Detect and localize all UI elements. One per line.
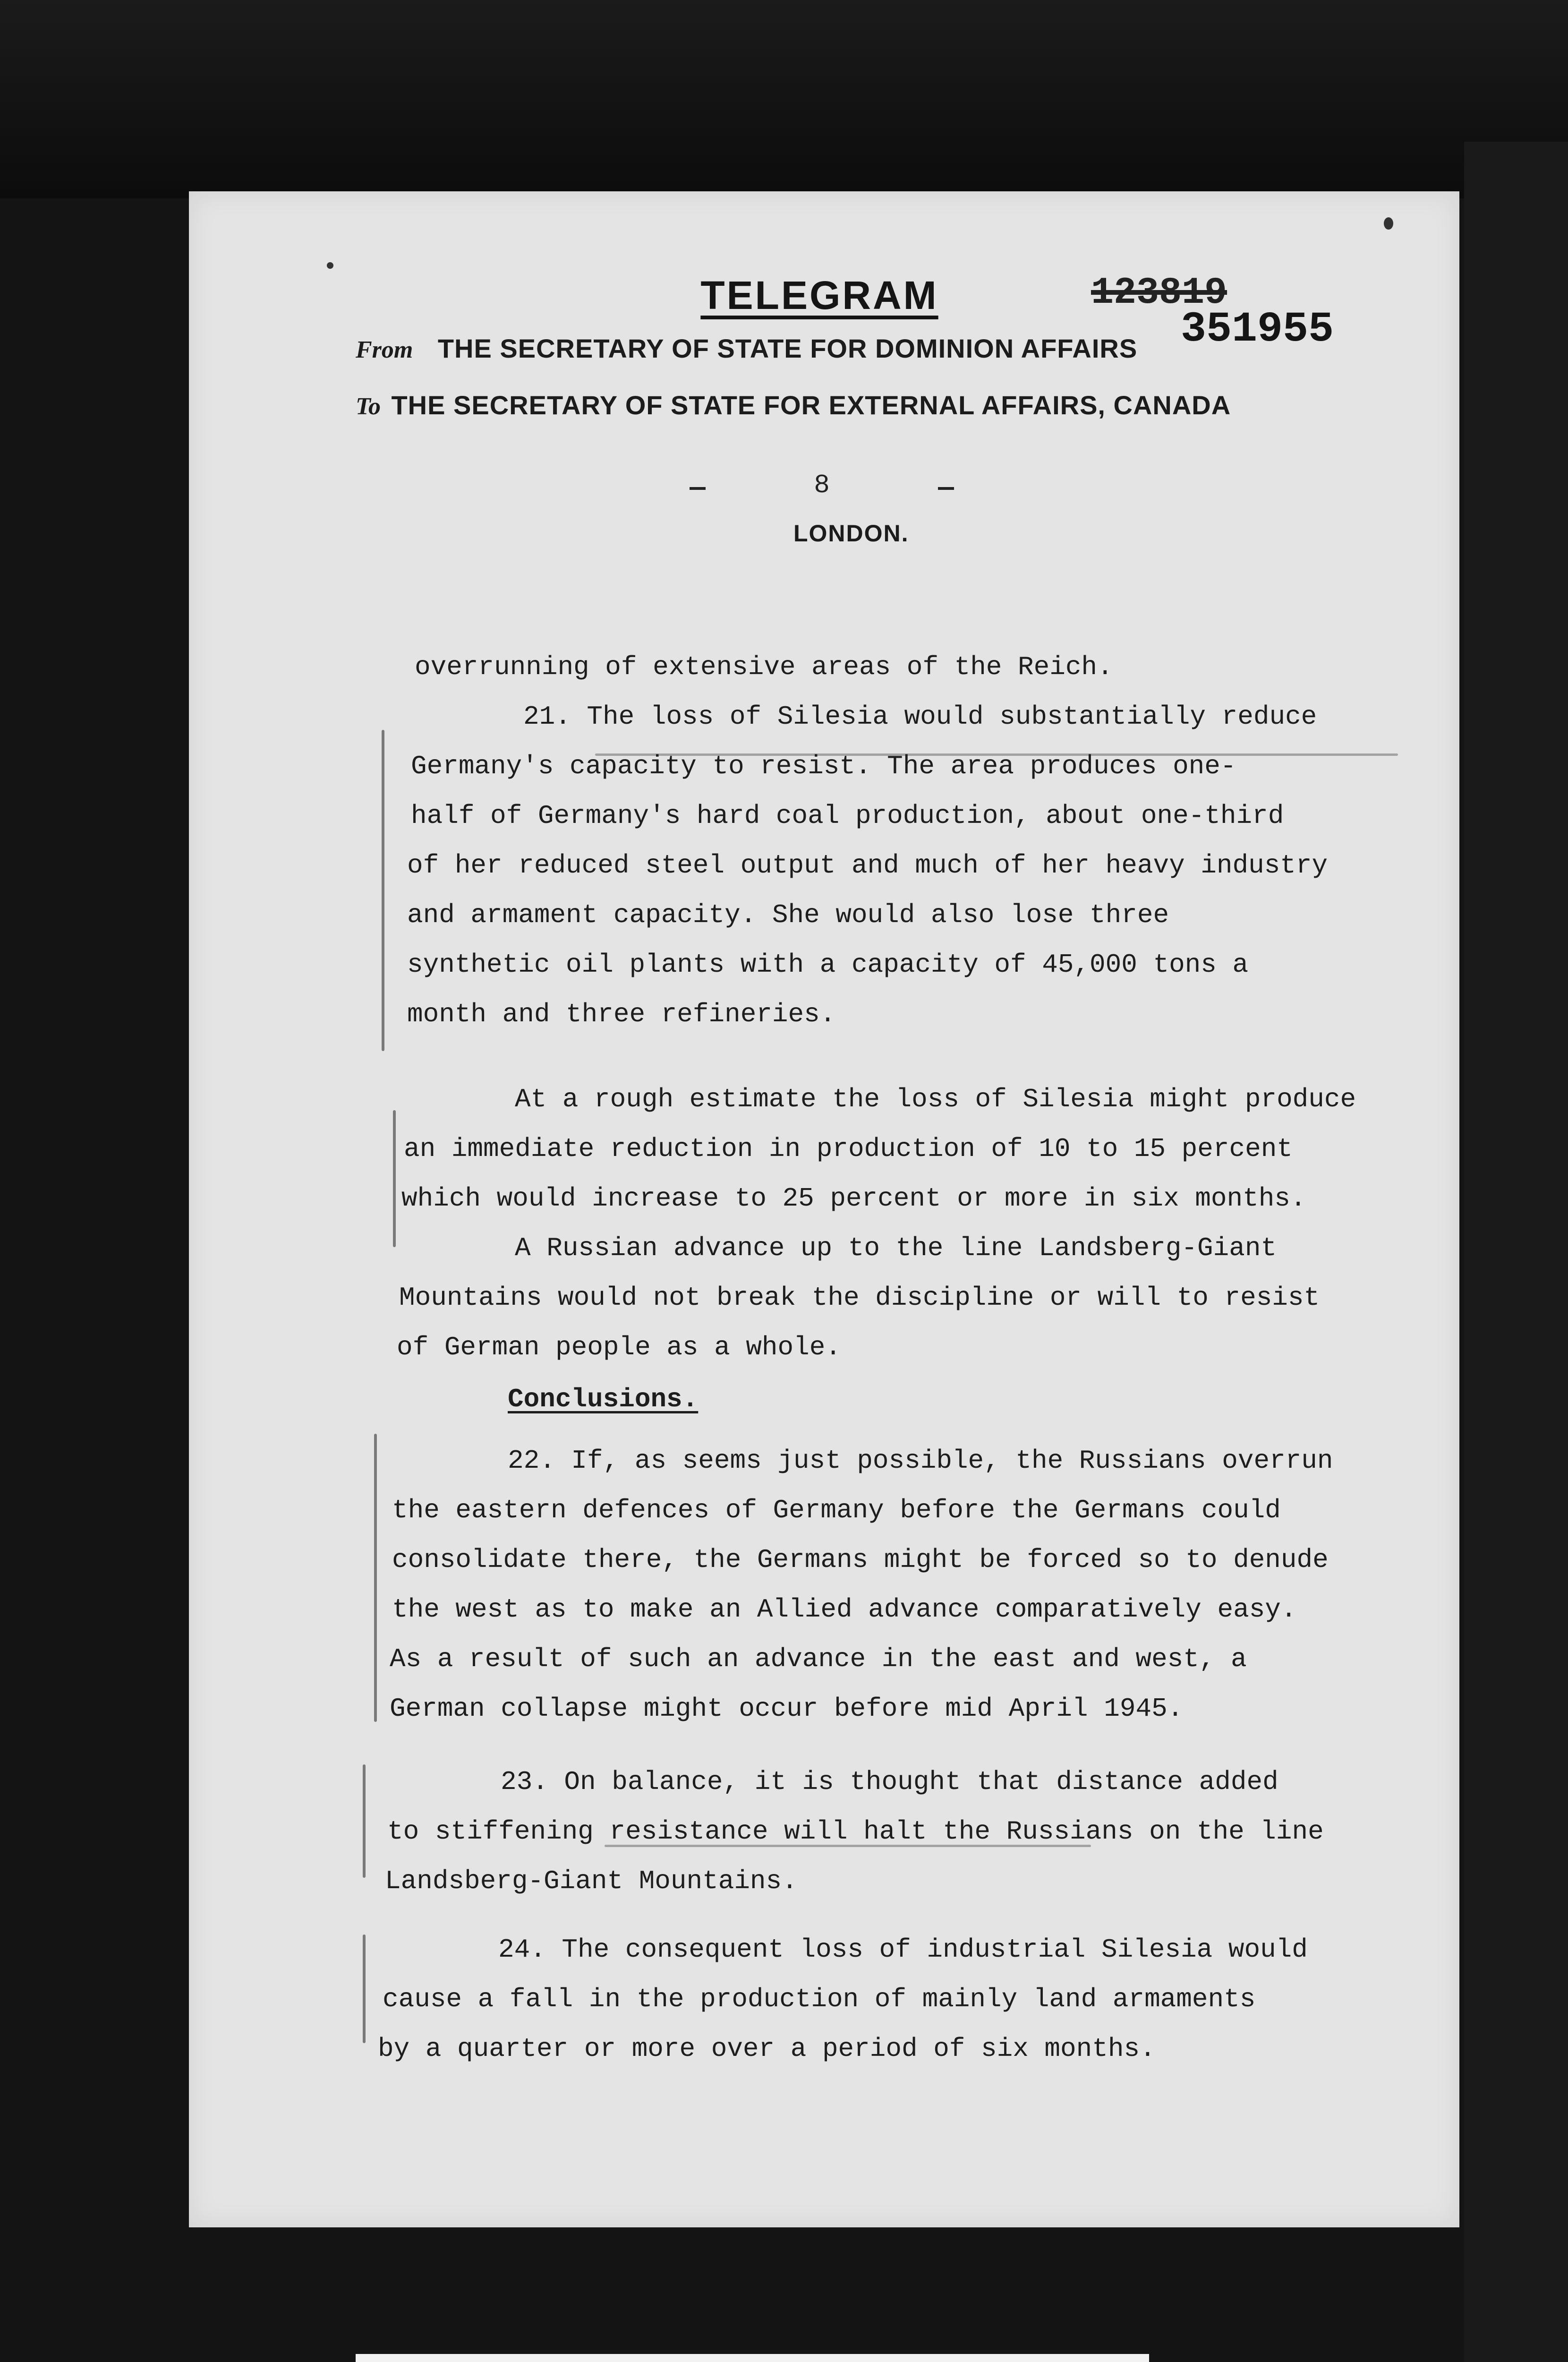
body-line: A Russian advance up to the line Landsberg-Giant [515, 1233, 1277, 1263]
body-line: At a rough estimate the loss of Silesia might produce [515, 1084, 1356, 1114]
margin-mark [382, 730, 384, 1051]
body-line: 22. If, as seems just possible, the Russians overrun [508, 1446, 1333, 1476]
to-value: THE SECRETARY OF STATE FOR EXTERNAL AFFAIRS, CANADA [391, 390, 1231, 420]
body-line: the eastern defences of Germany before the Germans could [392, 1495, 1281, 1525]
citation-slip [356, 2354, 1149, 2362]
from-label: From [356, 336, 413, 363]
body-line: German collapse might occur before mid April 1945. [390, 1694, 1184, 1724]
page-dash-right [938, 487, 954, 490]
body-line: Germany's capacity to resist. The area produces one- [411, 751, 1236, 781]
body-line: consolidate there, the Germans might be forced so to denude [392, 1545, 1329, 1575]
body-line: cause a fall in the production of mainly land armaments [383, 1984, 1256, 2014]
margin-mark [374, 1434, 377, 1722]
body-line: 23. On balance, it is thought that distance added [501, 1767, 1278, 1797]
margin-mark [363, 1934, 366, 2043]
film-border-top [0, 0, 1568, 198]
page-number: 8 [814, 470, 830, 500]
body-line: of her reduced steel output and much of her heavy industry [407, 850, 1328, 881]
page-dash-left [690, 487, 706, 490]
margin-mark [363, 1764, 366, 1878]
body-line: As a result of such an advance in the east and west, a [390, 1644, 1247, 1674]
body-line: Landsberg-Giant Mountains. [385, 1866, 798, 1896]
to-line [356, 390, 1231, 420]
file-number-stamp [1091, 272, 1417, 366]
telegram-sheet [189, 191, 1459, 2227]
body-line: month and three refineries. [407, 999, 836, 1029]
page-indicator [690, 470, 954, 500]
from-line [356, 333, 1137, 364]
body-line: to stiffening resistance will halt the Russians on the line [387, 1816, 1324, 1847]
from-value: THE SECRETARY OF STATE FOR DOMINION AFFAIRS [437, 334, 1138, 363]
body-line: synthetic oil plants with a capacity of 45,000 tons a [407, 950, 1249, 980]
body-line: 21. The loss of Silesia would substantially reduce [523, 702, 1317, 732]
body-line: Mountains would not break the discipline or will to resist [399, 1283, 1320, 1313]
body-line: 24. The consequent loss of industrial Silesia would [498, 1934, 1308, 1965]
film-border-right [1464, 142, 1568, 2362]
body-line: an immediate reduction in production of 10 to 15 percent [404, 1134, 1293, 1164]
file-number: 351955 [1181, 306, 1334, 354]
body-line: and armament capacity. She would also lose three [407, 900, 1169, 930]
struck-file-number: 123819 [1091, 272, 1227, 315]
place-of-origin: LONDON. [793, 520, 909, 547]
conclusions-heading: Conclusions. [508, 1384, 699, 1414]
body-line: which would increase to 25 percent or more in six months. [401, 1183, 1306, 1214]
body-line: of German people as a whole. [397, 1332, 841, 1362]
body-line: the west as to make an Allied advance comparatively easy. [392, 1594, 1297, 1625]
ink-speck [327, 262, 333, 269]
body-line: by a quarter or more over a period of six months. [378, 2034, 1156, 2064]
to-label: To [356, 393, 381, 420]
margin-mark [393, 1110, 396, 1247]
telegram-title: TELEGRAM [700, 273, 938, 317]
ink-speck [1384, 217, 1393, 230]
body-line: overrunning of extensive areas of the Reich. [415, 652, 1113, 682]
body-line: half of Germany's hard coal production, about one-third [411, 801, 1284, 831]
